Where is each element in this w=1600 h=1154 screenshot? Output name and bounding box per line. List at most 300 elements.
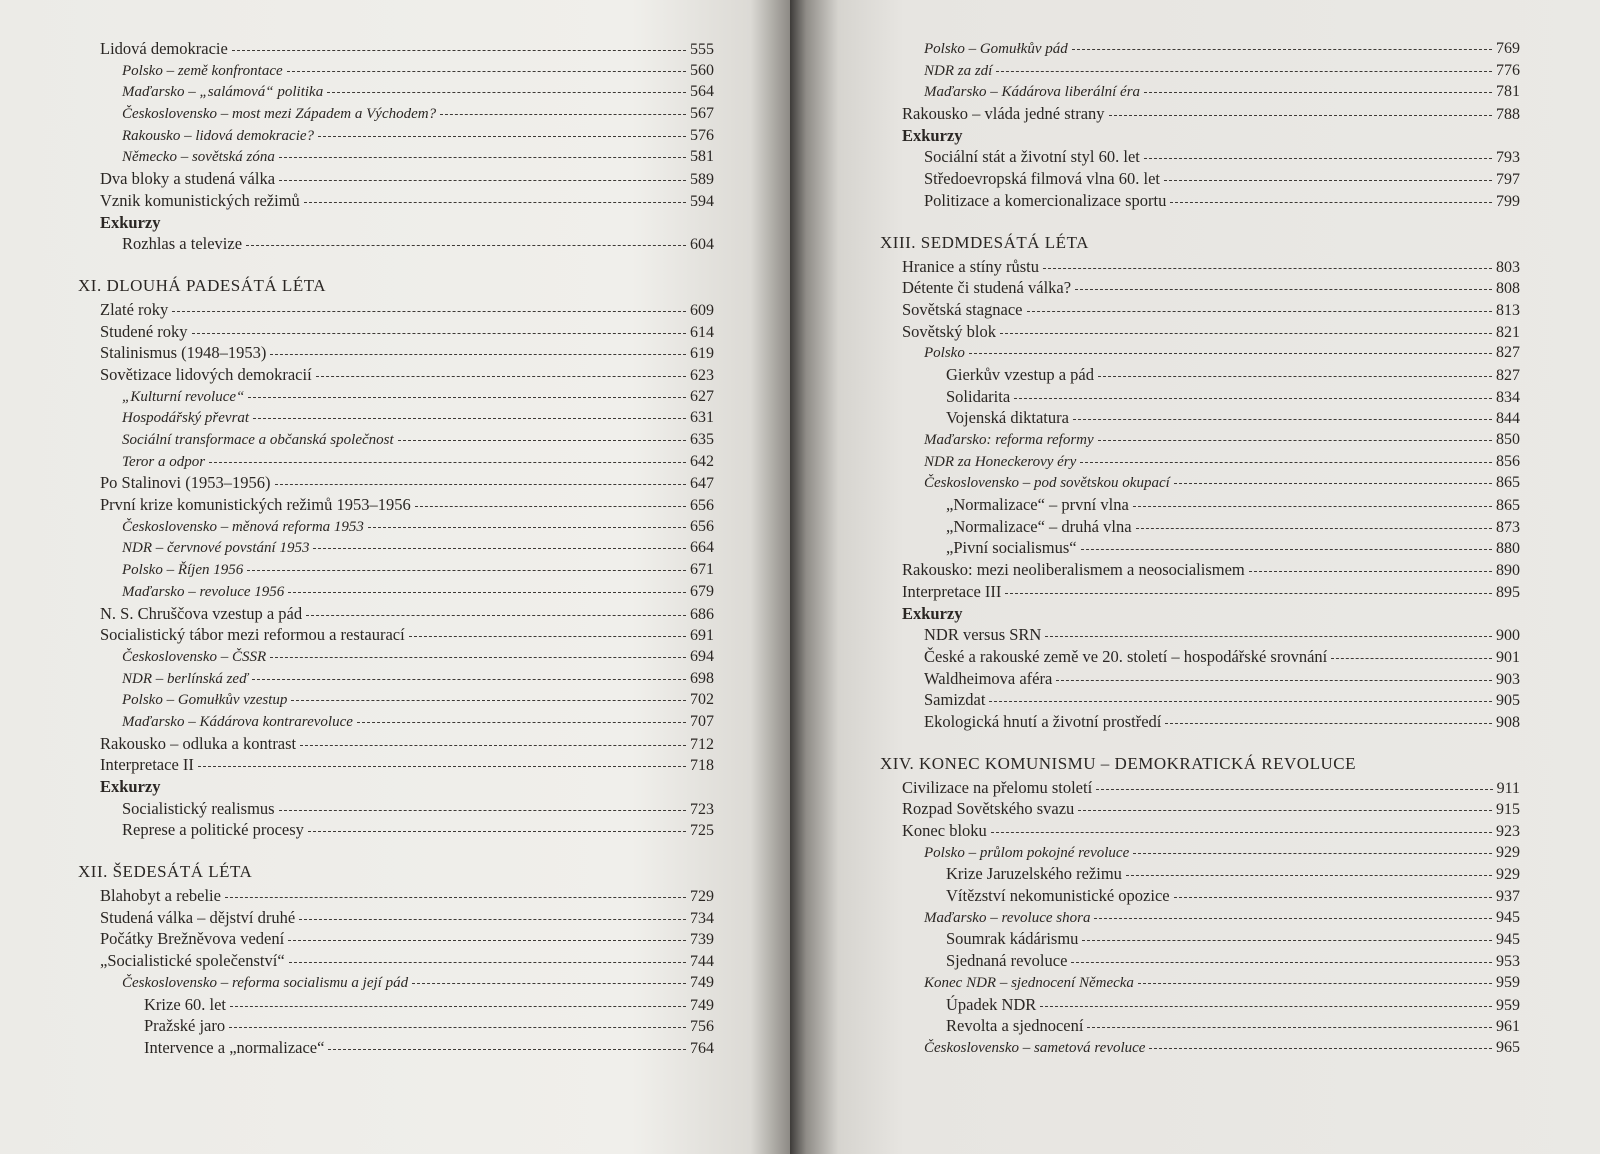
dot-leader (192, 333, 686, 334)
toc-entry (880, 1015, 1520, 1037)
dot-leader (300, 745, 686, 746)
chapter-section (78, 859, 714, 1059)
page-number: 656 (690, 517, 714, 535)
page-number: 911 (1496, 779, 1520, 797)
toc-entry (78, 885, 714, 907)
dot-leader (1174, 897, 1492, 898)
entry-title: Exkurzy (100, 777, 161, 796)
page-number: 781 (1496, 83, 1520, 101)
toc-entry (78, 81, 714, 103)
toc-entry (78, 646, 714, 668)
toc-entry (880, 81, 1520, 103)
toc-entry (880, 711, 1520, 733)
toc-entry (880, 407, 1520, 429)
toc-entry (78, 386, 714, 408)
dot-leader (1138, 983, 1492, 984)
dot-leader (1071, 962, 1492, 963)
entry-title: Represe a politické procesy (122, 820, 304, 840)
toc-entry (880, 321, 1520, 343)
dot-leader (1136, 528, 1492, 529)
entry-title: Hranice a stíny růstu (902, 256, 1040, 276)
page-number: 959 (1496, 973, 1520, 991)
right-page (790, 0, 1600, 1154)
chapter-heading: XIII. SEDMDESÁTÁ LÉTA (880, 232, 1089, 252)
entry-title: NDR versus SRN (924, 625, 1042, 645)
toc-entry (78, 994, 714, 1016)
dot-leader (415, 506, 686, 507)
toc-entry (78, 407, 714, 429)
entry-title: Rozpad Sovětského svazu (902, 799, 1075, 819)
dot-leader (398, 440, 686, 441)
entry-title: Zlaté roky (100, 299, 169, 319)
page-number: 712 (690, 735, 714, 753)
page-number: 880 (1496, 540, 1520, 558)
entry-title: Československo – reforma socialismu a její pád (122, 974, 409, 991)
chapter-section (78, 273, 714, 841)
dot-leader (316, 376, 686, 377)
page-number: 702 (690, 691, 714, 709)
dot-leader (289, 962, 686, 963)
page-number: 834 (1496, 388, 1520, 406)
dot-leader (246, 245, 686, 246)
page-number: 953 (1496, 953, 1520, 971)
page-number: 589 (690, 171, 714, 189)
dot-leader (1073, 419, 1492, 420)
entry-title: „Kulturní revoluce“ (122, 388, 245, 405)
toc-entry (78, 581, 714, 603)
toc-entry (880, 559, 1520, 581)
toc-entry (78, 1037, 714, 1059)
entry-title: „Normalizace“ – druhá vlna (946, 516, 1132, 536)
entry-title: Vítězství nekomunistické opozice (946, 886, 1170, 906)
dot-leader (288, 592, 686, 593)
page-number: 567 (690, 105, 714, 123)
entry-title: „Socialistické společenství“ (100, 951, 285, 971)
page-number: 865 (1496, 497, 1520, 515)
entry-title: NDR – berlínská zeď (122, 670, 249, 687)
page-number: 679 (690, 582, 714, 600)
toc-entry (78, 950, 714, 972)
page-number: 555 (690, 41, 714, 58)
entry-title: Dva bloky a studená válka (100, 169, 276, 189)
dot-leader (1149, 1048, 1492, 1049)
toc-entry (78, 190, 714, 212)
page-number: 560 (690, 61, 714, 79)
entry-title: Maďarsko – revoluce 1956 (122, 583, 285, 600)
entry-title: Solidarita (946, 386, 1011, 406)
entry-title: Hospodářský převrat (122, 410, 250, 427)
toc-entry (78, 711, 714, 733)
dot-leader (225, 897, 686, 898)
toc-entry (880, 994, 1520, 1016)
dot-leader (1144, 158, 1492, 159)
entry-title: Rakousko – odluka a kontrast (100, 733, 297, 753)
toc-entry (880, 820, 1520, 842)
page-number: 895 (1496, 583, 1520, 601)
entry-title: Exkurzy (902, 603, 963, 623)
toc-entry (78, 537, 714, 559)
toc-entry (880, 299, 1520, 321)
page-number: 576 (690, 126, 714, 144)
toc-entry (78, 668, 714, 690)
entry-title: Krize Jaruzelského režimu (946, 864, 1122, 884)
entry-title: Československo – pod sovětskou okupací (924, 475, 1170, 492)
toc-entry (880, 451, 1520, 473)
page-number: 739 (690, 931, 714, 949)
entry-title: Sovětská stagnace (902, 299, 1023, 319)
toc-entry (78, 559, 714, 581)
dot-leader (248, 397, 686, 398)
page-number: 627 (690, 387, 714, 405)
page-number: 642 (690, 452, 714, 470)
entry-title: Rakousko: mezi neoliberalismem a neosocialismem (902, 560, 1245, 580)
entry-title: Polsko – průlom pokojné revoluce (924, 844, 1130, 861)
left-page (0, 0, 790, 1154)
toc-entry (880, 907, 1520, 929)
page-number: 604 (690, 236, 714, 254)
toc-entry (880, 60, 1520, 82)
entry-title: Exkurzy (100, 212, 161, 232)
dot-leader (1126, 875, 1492, 876)
toc-entry (78, 689, 714, 711)
dot-leader (318, 136, 686, 137)
entry-title: Sociální stát a životní styl 60. let (924, 147, 1140, 167)
toc-entry (880, 842, 1520, 864)
dot-leader (313, 548, 686, 549)
entry-title: Détente či studená válka? (902, 278, 1072, 298)
page-number: 856 (1496, 452, 1520, 470)
toc-entry (880, 277, 1520, 299)
entry-title: Vznik komunistických režimů (100, 190, 300, 210)
entry-title: Středoevropská filmová vlna 60. let (924, 169, 1160, 189)
page-number: 619 (690, 345, 714, 363)
page-number: 961 (1496, 1018, 1520, 1036)
entry-title: Maďarsko: reforma reformy (924, 432, 1094, 448)
page-number: 903 (1496, 670, 1520, 688)
toc-entry (78, 819, 714, 841)
excursus-heading (78, 212, 714, 234)
toc-entry (880, 1037, 1520, 1059)
entry-title: Blahobyt a rebelie (100, 886, 221, 906)
entry-title: Maďarsko – Kádárova liberální éra (924, 84, 1141, 101)
toc-entry (78, 429, 714, 451)
dot-leader (304, 202, 686, 203)
page-number: 609 (690, 301, 714, 319)
toc-entry (78, 907, 714, 929)
page-number: 844 (1496, 410, 1520, 428)
left-toc (78, 38, 714, 1059)
entry-title: Sovětizace lidových demokracií (100, 364, 312, 384)
toc-entry (78, 472, 714, 494)
dot-leader (279, 157, 686, 158)
toc-entry (78, 299, 714, 321)
page-number: 756 (690, 1018, 714, 1036)
dot-leader (252, 679, 686, 680)
dot-leader (969, 353, 1492, 354)
entry-title: Civilizace na přelomu století (902, 777, 1093, 797)
entry-title: Polsko – Gomułkův pád (924, 41, 1068, 57)
page-number: 749 (690, 973, 714, 991)
page-number: 734 (690, 909, 714, 927)
entry-title: Maďarsko – revoluce shora (924, 909, 1091, 926)
entry-title: Socialistický realismus (122, 798, 275, 818)
toc-entry (78, 233, 714, 255)
toc-entry (880, 624, 1520, 646)
page-number: 803 (1496, 258, 1520, 276)
page-number: 905 (1496, 692, 1520, 710)
entry-title: NDR – červnové povstání 1953 (122, 540, 310, 557)
entry-title: Polsko – Gomułkův vzestup (122, 692, 288, 709)
dot-leader (1082, 940, 1492, 941)
page-number: 691 (690, 627, 714, 645)
page-number: 581 (690, 148, 714, 166)
dot-leader (247, 570, 686, 571)
entry-title: „Normalizace“ – první vlna (946, 495, 1129, 515)
dot-leader (198, 766, 686, 767)
page-number: 656 (690, 497, 714, 515)
dot-leader (1098, 440, 1492, 441)
page-number: 698 (690, 669, 714, 687)
entry-title: Sociální transformace a občanská společnost (122, 432, 394, 448)
entry-title: Lidová demokracie (100, 39, 228, 58)
toc-entry (880, 798, 1520, 820)
entry-title: NDR za Honeckerovy éry (924, 453, 1077, 470)
page-number: 813 (1496, 301, 1520, 319)
entry-title: Maďarsko – „salámová“ politika (122, 84, 324, 101)
page-number: 915 (1496, 801, 1520, 819)
dot-leader (1165, 723, 1492, 724)
dot-leader (991, 832, 1492, 833)
entry-title: Československo – ČSSR (122, 648, 267, 665)
entry-title: Politizace a komercionalizace sportu (924, 190, 1167, 210)
page-number: 929 (1496, 843, 1520, 861)
dot-leader (1249, 571, 1492, 572)
entry-title: Úpadek NDR (946, 994, 1037, 1014)
dot-leader (328, 1049, 686, 1050)
toc-entry (880, 885, 1520, 907)
page-number: 749 (690, 996, 714, 1014)
dot-leader (1080, 462, 1492, 463)
dot-leader (1133, 506, 1492, 507)
dot-leader (357, 722, 686, 723)
page-number: 729 (690, 888, 714, 906)
entry-title: Waldheimova aféra (924, 668, 1053, 688)
entry-title: Intervence a „normalizace“ (144, 1037, 325, 1057)
dot-leader (308, 831, 686, 832)
toc-entry (78, 168, 714, 190)
toc-entry (78, 364, 714, 386)
dot-leader (1000, 333, 1492, 334)
dot-leader (1040, 1006, 1492, 1007)
dot-leader (306, 615, 686, 616)
page-number: 965 (1496, 1038, 1520, 1056)
dot-leader (288, 940, 686, 941)
dot-leader (1087, 1027, 1492, 1028)
dot-leader (1331, 658, 1492, 659)
dot-leader (327, 92, 686, 93)
toc-entry (880, 646, 1520, 668)
toc-entry (880, 516, 1520, 538)
entry-title: Polsko – Říjen 1956 (122, 562, 244, 579)
entry-title: Gierkův vzestup a pád (946, 364, 1094, 384)
toc-entry (880, 146, 1520, 168)
entry-title: Rakousko – vláda jedné strany (902, 104, 1105, 124)
toc-entry (880, 689, 1520, 711)
dot-leader (1056, 680, 1492, 681)
dot-leader (412, 983, 686, 984)
toc-entry (880, 256, 1520, 278)
toc-entry (78, 733, 714, 755)
dot-leader (989, 701, 1492, 702)
entry-title: Sovětský blok (902, 321, 996, 341)
page-number: 793 (1496, 149, 1520, 167)
entry-title: Socialistický tábor mezi reformou a restaurací (100, 625, 405, 645)
page-number: 718 (690, 757, 714, 775)
dot-leader (1075, 289, 1492, 290)
entry-title: První krize komunistických režimů 1953–1956 (100, 495, 411, 515)
page-number: 631 (690, 409, 714, 427)
dot-leader (1094, 918, 1492, 919)
page-number: 945 (1496, 931, 1520, 949)
dot-leader (1170, 202, 1492, 203)
entry-title: Konec bloku (902, 821, 987, 840)
toc-entry (880, 972, 1520, 994)
page-number: 799 (1496, 192, 1520, 210)
entry-title: Interpretace III (902, 581, 1002, 601)
dot-leader (1133, 853, 1492, 854)
page-number: 635 (690, 431, 714, 448)
dot-leader (1098, 376, 1492, 377)
entry-title: Stalinismus (1948–1953) (100, 343, 267, 363)
toc-entry (78, 342, 714, 364)
page-number: 744 (690, 953, 714, 971)
toc-entry (78, 798, 714, 820)
excursus-heading (78, 776, 714, 798)
entry-title: Polsko (924, 345, 965, 362)
entry-title: Konec NDR – sjednocení Německa (924, 974, 1134, 991)
toc-entry (78, 603, 714, 625)
entry-title: České a rakouské země ve 20. století – hospodářské srovnání (924, 646, 1328, 666)
page-number: 707 (690, 712, 714, 730)
entry-title: Studené roky (100, 321, 188, 341)
entry-title: Počátky Brežněvova vedení (100, 929, 285, 949)
entry-title: Interpretace II (100, 755, 194, 775)
toc-entry (880, 950, 1520, 972)
toc-entry (78, 1015, 714, 1037)
entry-title: Revolta a sjednocení (946, 1016, 1084, 1036)
entry-title: Rozhlas a televize (122, 234, 243, 254)
page-number: 850 (1496, 431, 1520, 448)
toc-entry (78, 451, 714, 473)
entry-title: Polsko – země konfrontace (122, 62, 283, 79)
entry-title: Vojenská diktatura (946, 408, 1069, 428)
toc-entry (880, 668, 1520, 690)
page-number: 788 (1496, 106, 1520, 124)
page-number: 959 (1496, 996, 1520, 1014)
dot-leader (1043, 268, 1492, 269)
page-number: 827 (1496, 366, 1520, 384)
page-number: 764 (690, 1039, 714, 1057)
entry-title: Krize 60. let (144, 994, 227, 1014)
entry-title: Ekologická hnutí a životní prostředí (924, 711, 1162, 731)
dot-leader (299, 919, 686, 920)
toc-entry (880, 38, 1520, 60)
excursus-heading (880, 125, 1520, 147)
page-number: 821 (1496, 323, 1520, 341)
dot-leader (1078, 810, 1492, 811)
toc-entry (880, 342, 1520, 364)
toc-entry (880, 777, 1520, 799)
dot-leader (230, 1006, 686, 1007)
entry-title: Pražské jaro (144, 1016, 226, 1036)
chapter-heading: XII. ŠEDESÁTÁ LÉTA (78, 862, 253, 882)
page-number: 623 (690, 366, 714, 384)
dot-leader (270, 657, 686, 658)
dot-leader (253, 418, 686, 419)
toc-entry (880, 537, 1520, 559)
toc-entry (880, 168, 1520, 190)
entry-title: N. S. Chruščova vzestup a pád (100, 603, 303, 623)
toc-entry (880, 494, 1520, 516)
toc-entry (880, 863, 1520, 885)
page-number: 937 (1496, 888, 1520, 906)
right-toc (880, 38, 1520, 1059)
excursus-heading (880, 603, 1520, 625)
dot-leader (291, 700, 686, 701)
chapter-section (880, 230, 1520, 733)
page-number: 900 (1496, 627, 1520, 645)
entry-title: „Pivní socialismus“ (946, 538, 1077, 558)
toc-entry (880, 429, 1520, 451)
entry-title: Německo – sovětská zóna (122, 149, 275, 166)
toc-entry (78, 754, 714, 776)
dot-leader (1096, 789, 1492, 790)
entry-title: NDR za zdí (924, 62, 993, 79)
toc-entry (880, 364, 1520, 386)
page-number: 614 (690, 323, 714, 341)
dot-leader (1109, 115, 1492, 116)
toc-entry (78, 125, 714, 147)
dot-leader (275, 484, 686, 485)
toc-entry (78, 972, 714, 994)
dot-leader (287, 71, 686, 72)
dot-leader (440, 114, 686, 115)
page-number: 776 (1496, 61, 1520, 79)
entry-title: Soumrak kádárismu (946, 929, 1079, 949)
toc-entry (880, 386, 1520, 408)
dot-leader (1045, 636, 1492, 637)
entry-title: Československo – měnová reforma 1953 (122, 518, 364, 535)
dot-leader (1081, 549, 1492, 550)
dot-leader (1144, 92, 1492, 93)
entry-title: Maďarsko – Kádárova kontrarevoluce (122, 713, 353, 730)
page-number: 686 (690, 605, 714, 623)
dot-leader (279, 180, 686, 181)
toc-entry (78, 103, 714, 125)
page-number: 594 (690, 192, 714, 210)
dot-leader (279, 810, 686, 811)
dot-leader (1072, 49, 1492, 50)
dot-leader (1174, 483, 1492, 484)
page-number: 908 (1496, 713, 1520, 731)
toc-entry (78, 146, 714, 168)
chapter-heading: XIV. KONEC KOMUNISMU – DEMOKRATICKÁ REVOLUCE (880, 753, 1356, 773)
toc-entry (78, 494, 714, 516)
page-number: 694 (690, 647, 714, 665)
dot-leader (1014, 398, 1492, 399)
page-number: 723 (690, 800, 714, 818)
toc-entry (78, 60, 714, 82)
